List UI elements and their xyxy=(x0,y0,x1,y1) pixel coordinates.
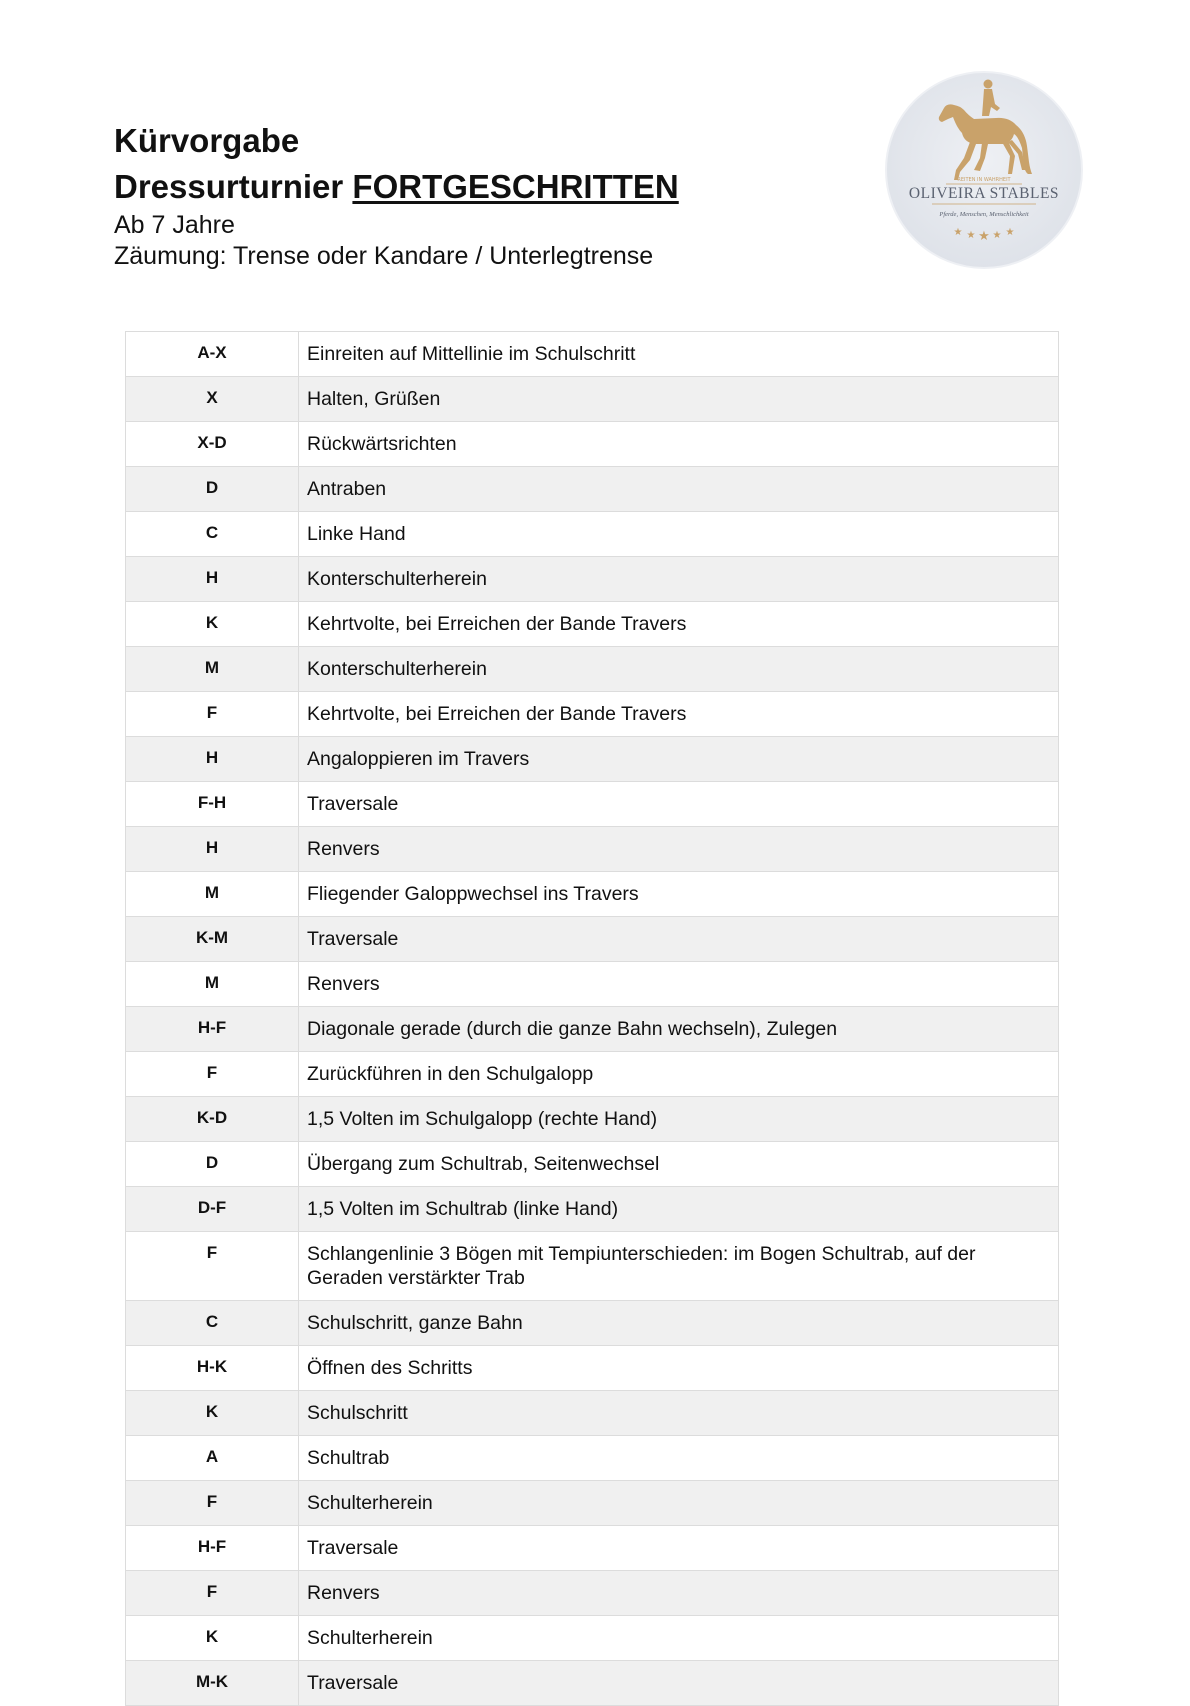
table-row xyxy=(126,1142,1059,1187)
logo-tagline-top: REITEN IN WAHRHEIT xyxy=(957,177,1011,183)
table-row xyxy=(126,1391,1059,1436)
exercise-cell: Linke Hand xyxy=(299,512,1059,557)
table-row xyxy=(126,1007,1059,1052)
logo-wordmark: OLIVEIRA STABLES xyxy=(908,185,1060,202)
table-row xyxy=(126,602,1059,647)
marker-cell: H xyxy=(126,737,299,782)
exercise-cell: Übergang zum Schultrab, Seitenwechsel xyxy=(299,1142,1059,1187)
svg-text:★: ★ xyxy=(978,229,990,244)
svg-text:★: ★ xyxy=(966,230,976,241)
exercise-cell: 1,5 Volten im Schultrab (linke Hand) xyxy=(299,1187,1059,1232)
exercise-cell: Angaloppieren im Travers xyxy=(299,737,1059,782)
exercise-cell: 1,5 Volten im Schulgalopp (rechte Hand) xyxy=(299,1097,1059,1142)
exercise-cell: Antraben xyxy=(299,467,1059,512)
table-row xyxy=(126,512,1059,557)
marker-cell: H xyxy=(126,827,299,872)
marker-cell: C xyxy=(126,1301,299,1346)
svg-text:★: ★ xyxy=(1005,227,1015,238)
exercise-cell: Schulterherein xyxy=(299,1481,1059,1526)
table-row xyxy=(126,647,1059,692)
table-row xyxy=(126,332,1059,377)
table-row xyxy=(126,1187,1059,1232)
table-row xyxy=(126,962,1059,1007)
age-requirement: Ab 7 Jahre xyxy=(114,211,235,239)
exercise-cell: Schulschritt, ganze Bahn xyxy=(299,1301,1059,1346)
marker-cell: A xyxy=(126,1436,299,1481)
marker-cell: H-K xyxy=(126,1346,299,1391)
exercise-cell: Renvers xyxy=(299,1571,1059,1616)
marker-cell: A-X xyxy=(126,332,299,377)
table-row xyxy=(126,827,1059,872)
marker-cell: X xyxy=(126,377,299,422)
marker-cell: M xyxy=(126,962,299,1007)
level-label: FORTGESCHRITTEN xyxy=(352,168,679,205)
exercise-cell: Halten, Grüßen xyxy=(299,377,1059,422)
table-row xyxy=(126,782,1059,827)
exercise-table xyxy=(125,331,1059,1706)
table-row xyxy=(126,1346,1059,1391)
marker-cell: D-F xyxy=(126,1187,299,1232)
exercise-cell: Schulschritt xyxy=(299,1391,1059,1436)
document-title: Kürvorgabe xyxy=(114,122,300,159)
table-row xyxy=(126,1526,1059,1571)
table-row xyxy=(126,1616,1059,1661)
exercise-cell: Öffnen des Schritts xyxy=(299,1346,1059,1391)
figure-table xyxy=(125,331,1059,1706)
exercise-cell: Einreiten auf Mittellinie im Schulschritt xyxy=(299,332,1059,377)
marker-cell: H-F xyxy=(126,1526,299,1571)
table-row xyxy=(126,467,1059,512)
marker-cell: X-D xyxy=(126,422,299,467)
exercise-cell: Diagonale gerade (durch die ganze Bahn wechseln), Zulegen xyxy=(299,1007,1059,1052)
exercise-cell: Traversale xyxy=(299,1526,1059,1571)
exercise-cell: Traversale xyxy=(299,782,1059,827)
exercise-cell: Renvers xyxy=(299,962,1059,1007)
table-row xyxy=(126,917,1059,962)
table-row xyxy=(126,1481,1059,1526)
bridle-requirement: Zäumung: Trense oder Kandare / Unterlegtrense xyxy=(114,242,654,270)
marker-cell: F xyxy=(126,1232,299,1301)
marker-cell: F xyxy=(126,1481,299,1526)
exercise-cell: Rückwärtsrichten xyxy=(299,422,1059,467)
marker-cell: K-M xyxy=(126,917,299,962)
exercise-cell: Konterschulterherein xyxy=(299,557,1059,602)
marker-cell: D xyxy=(126,467,299,512)
exercise-cell: Kehrtvolte, bei Erreichen der Bande Travers xyxy=(299,692,1059,737)
table-row xyxy=(126,1052,1059,1097)
logo-tagline-bottom: Pferde, Menschen, Menschlichkeit xyxy=(939,211,1029,218)
marker-cell: F xyxy=(126,1571,299,1616)
marker-cell: M xyxy=(126,872,299,917)
exercise-cell: Traversale xyxy=(299,1661,1059,1706)
svg-text:★: ★ xyxy=(992,230,1002,241)
document-subtitle xyxy=(114,164,679,210)
marker-cell: K xyxy=(126,602,299,647)
exercise-cell: Schlangenlinie 3 Bögen mit Tempiunterschieden: im Bogen Schultrab, auf der Geraden verstärkter Trab xyxy=(299,1232,1059,1301)
table-row xyxy=(126,872,1059,917)
exercise-cell: Traversale xyxy=(299,917,1059,962)
marker-cell: F-H xyxy=(126,782,299,827)
table-row xyxy=(126,737,1059,782)
marker-cell: F xyxy=(126,1052,299,1097)
table-row xyxy=(126,1301,1059,1346)
marker-cell: D xyxy=(126,1142,299,1187)
table-row xyxy=(126,692,1059,737)
table-row xyxy=(126,377,1059,422)
subtitle-prefix: Dressurturnier xyxy=(114,168,353,205)
marker-cell: K xyxy=(126,1391,299,1436)
exercise-cell: Zurückführen in den Schulgalopp xyxy=(299,1052,1059,1097)
table-row xyxy=(126,1097,1059,1142)
marker-cell: H xyxy=(126,557,299,602)
document-header xyxy=(114,118,679,272)
exercise-cell: Fliegender Galoppwechsel ins Travers xyxy=(299,872,1059,917)
table-row xyxy=(126,1436,1059,1481)
exercise-cell: Schulterherein xyxy=(299,1616,1059,1661)
marker-cell: K-D xyxy=(126,1097,299,1142)
table-row xyxy=(126,557,1059,602)
marker-cell: M-K xyxy=(126,1661,299,1706)
exercise-cell: Kehrtvolte, bei Erreichen der Bande Travers xyxy=(299,602,1059,647)
marker-cell: M xyxy=(126,647,299,692)
marker-cell: C xyxy=(126,512,299,557)
exercise-cell: Schultrab xyxy=(299,1436,1059,1481)
table-row xyxy=(126,422,1059,467)
svg-text:★: ★ xyxy=(953,227,963,238)
table-row xyxy=(126,1232,1059,1301)
marker-cell: H-F xyxy=(126,1007,299,1052)
exercise-cell: Renvers xyxy=(299,827,1059,872)
exercise-cell: Konterschulterherein xyxy=(299,647,1059,692)
table-row xyxy=(126,1661,1059,1706)
marker-cell: F xyxy=(126,692,299,737)
table-row xyxy=(126,1571,1059,1616)
oliveira-stables-logo xyxy=(884,70,1084,270)
marker-cell: K xyxy=(126,1616,299,1661)
